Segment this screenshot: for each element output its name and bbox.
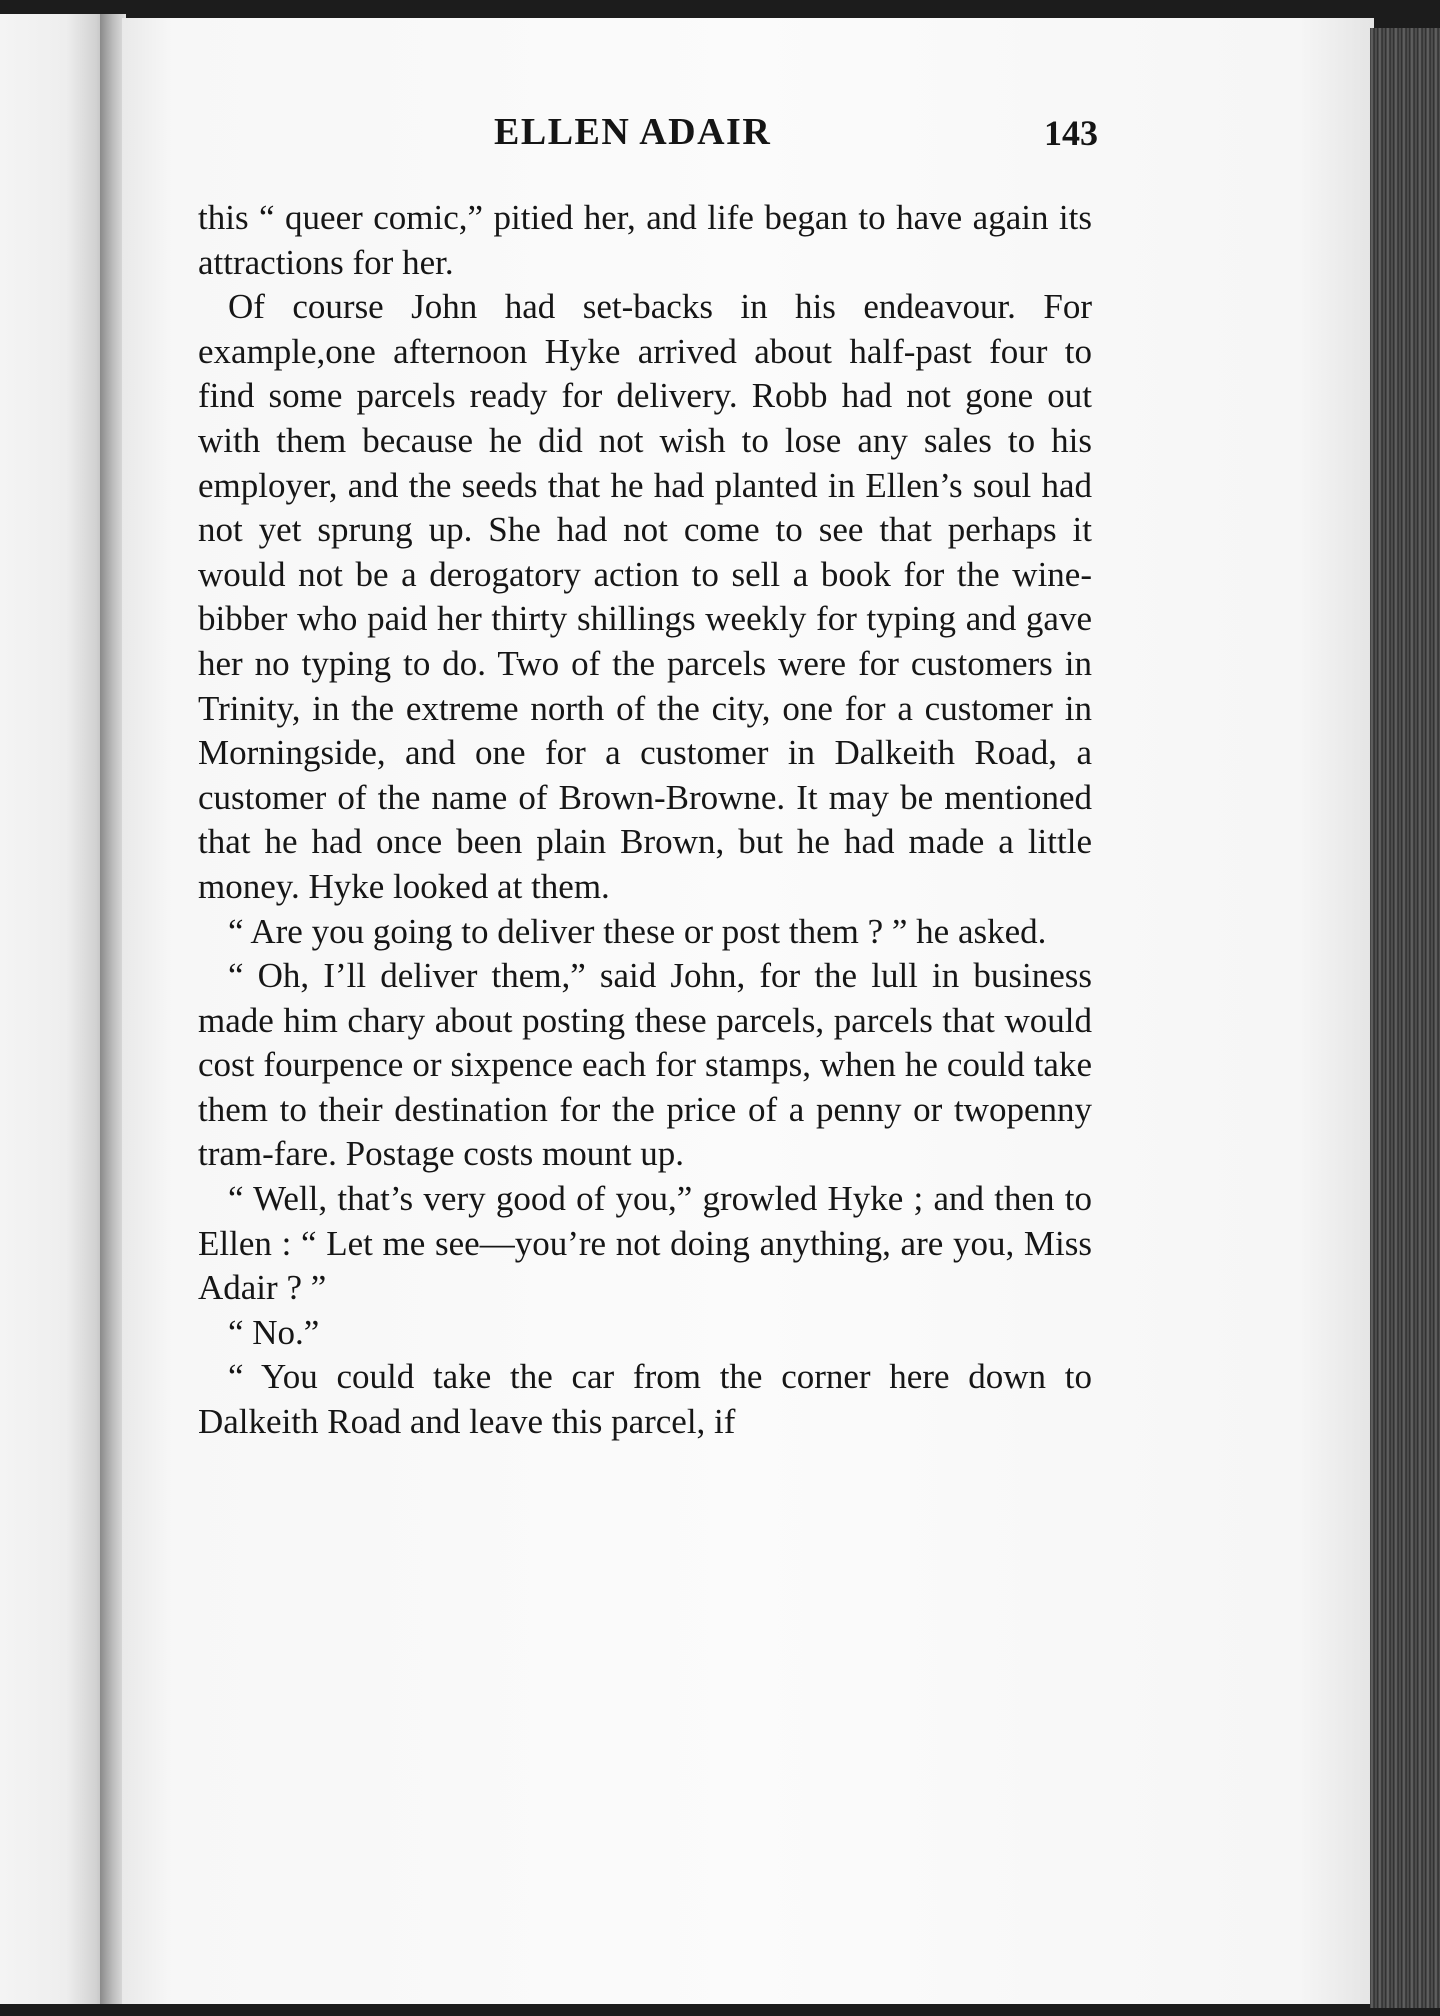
paragraph: this “ queer comic,” pitied her, and life began to have again its attractions for her.: [198, 198, 1092, 282]
page-block-edges: [1370, 28, 1440, 2008]
page-number: 143: [1044, 113, 1098, 153]
running-title: ELLEN ADAIR: [494, 111, 772, 153]
paragraph: “ No.”: [228, 1312, 320, 1352]
body-text: [198, 196, 1092, 1445]
page-header: [200, 110, 1100, 170]
paragraph: “ Well, that’s very good of you,” growled Hyke ; and then to Ellen : “ Let me see—you’re not doing anything, are you, Miss Adair ? ”: [198, 1179, 1092, 1308]
paragraph: “ You could take the car from the corner here down to Dalkeith Road and leave this parcel, if: [198, 1357, 1092, 1442]
paragraph: “ Are you going to deliver these or post them ? ” he asked.: [228, 911, 1047, 951]
paragraph: Of course John had set-backs in his endeavour. For example,one afternoon Hyke arrived about half-past four to find some parcels ready for delivery. Robb had not gone out with them because he did not wish to lose any sales to his employer, and the seeds that he had planted in Ellen’s soul had not yet sprung up. She had not come to see that perhaps it would not be a derogatory action to sell a book for the wine-bibber who paid her thirty shillings weekly for typing and gave her no typing to do. Two of the parcels were for customers in Trinity, in the extreme north of the city, one for a customer in Morningside, and one for a customer in Dalkeith Road, a customer of the name of Brown-Browne. It may be mentioned that he had once been plain Brown, but he had made a little money. Hyke looked at them.: [198, 287, 1092, 906]
paragraph: “ Oh, I’ll deliver them,” said John, for the lull in business made him chary about posting these parcels, parcels that would cost fourpence or sixpence each for stamps, when he could take them to their destination for the price of a penny or twopenny tram-fare. Postage costs mount up.: [198, 956, 1092, 1174]
